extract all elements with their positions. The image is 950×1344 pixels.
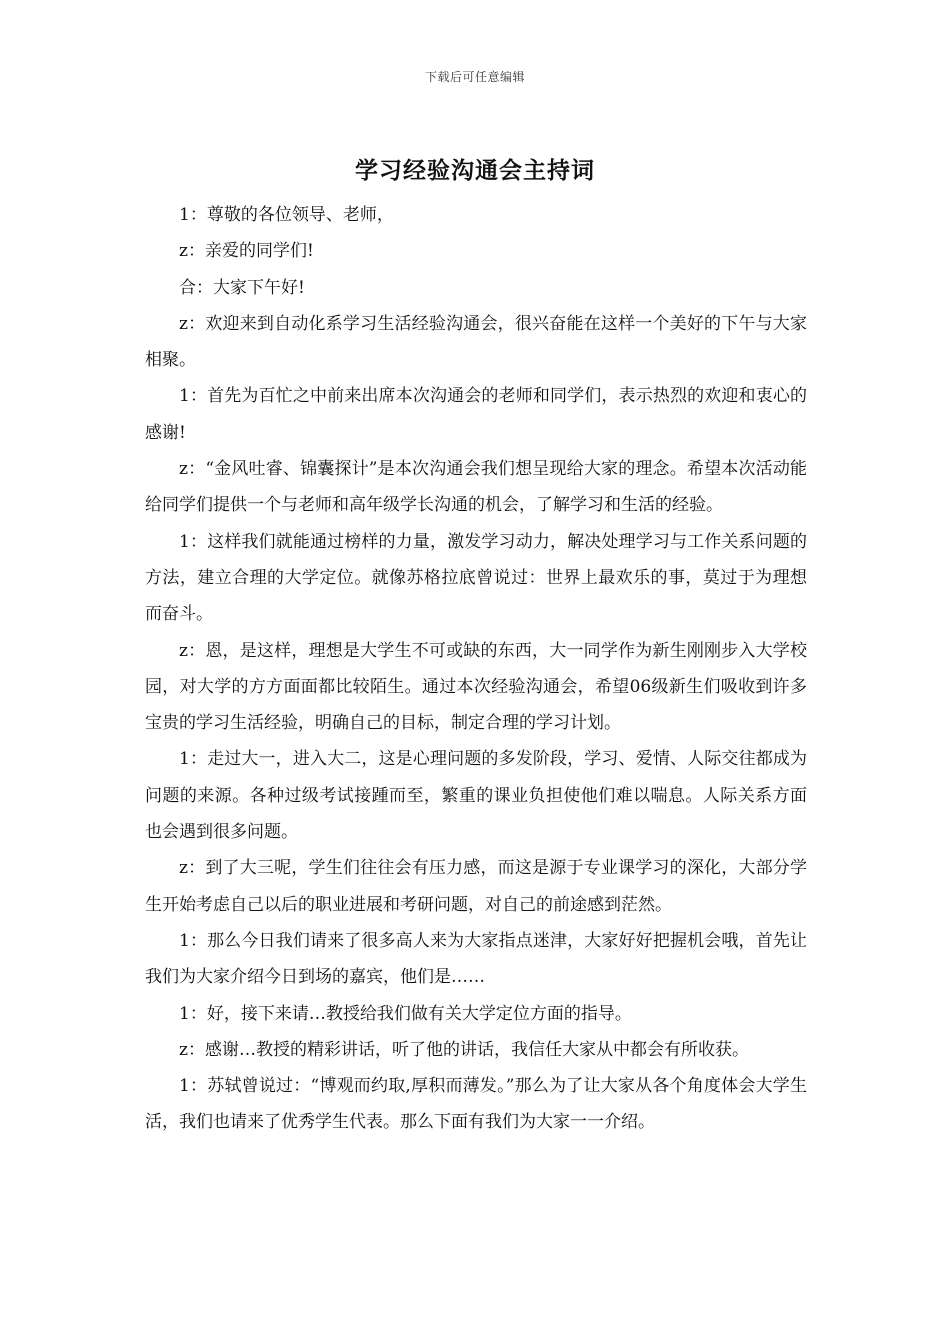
paragraph: 1：走过大一，进入大二，这是心理问题的多发阶段，学习、爱情、人际交往都成为问题的来源。各种过级考试接踵而至，繁重的课业负担使他们难以喘息。人际关系方面也会遇到很多问题。 [145,749,807,843]
header-note: 下载后可任意编辑 [424,70,525,84]
paragraph: 1：苏轼曾说过：“博观而约取,厚积而薄发。”那么为了让大家从各个角度体会大学生活，我们也请来了优秀学生代表。那么下面有我们为大家一一介绍。 [145,1076,807,1133]
paragraph: z：恩，是这样，理想是大学生不可或缺的东西，大一同学作为新生刚刚步入大学校园，对大学的方方面面都比较陌生。通过本次经验沟通会，希望06级新生们吸收到许多宝贵的学习生活经验，明确自己的目标，制定合理的学习计划。 [145,640,807,734]
paragraph: z：“金风吐睿、锦囊探计”是本次沟通会我们想呈现给大家的理念。希望本次活动能给同学们提供一个与老师和高年级学长沟通的机会，了解学习和生活的经验。 [145,459,807,516]
paragraph: 1：那么今日我们请来了很多高人来为大家指点迷津，大家好好把握机会哦，首先让我们为大家介绍今日到场的嘉宾，他们是…… [145,930,807,988]
paragraph: 合：大家下午好! [179,277,305,298]
paragraph: z：欢迎来到自动化系学习生活经验沟通会，很兴奋能在这样一个美好的下午与大家相聚。 [145,313,807,371]
paragraph: z：亲爱的同学们! [179,241,314,262]
document-body [145,197,807,1141]
paragraph: z：感谢…教授的精彩讲话，听了他的讲话，我信任大家从中都会有所收获。 [179,1039,749,1060]
paragraph: z：到了大三呢，学生们往往会有压力感，而这是源于专业课学习的深化，大部分学生开始考虑自己以后的职业进展和考研问题，对自己的前途感到茫然。 [145,858,807,915]
document-title: 学习经验沟通会主持词 [355,158,595,184]
paragraph: 1：尊敬的各位领导、老师， [179,205,394,225]
paragraph: 1：首先为百忙之中前来出席本次沟通会的老师和同学们，表示热烈的欢迎和衷心的感谢! [145,386,807,443]
paragraph: 1：这样我们就能通过榜样的力量，激发学习动力，解决处理学习与工作关系问题的方法，建立合理的大学定位。就像苏格拉底曾说过：世界上最欢乐的事，莫过于为理想而奋斗。 [145,531,807,625]
paragraph: 1：好，接下来请…教授给我们做有关大学定位方面的指导。 [179,1003,632,1024]
